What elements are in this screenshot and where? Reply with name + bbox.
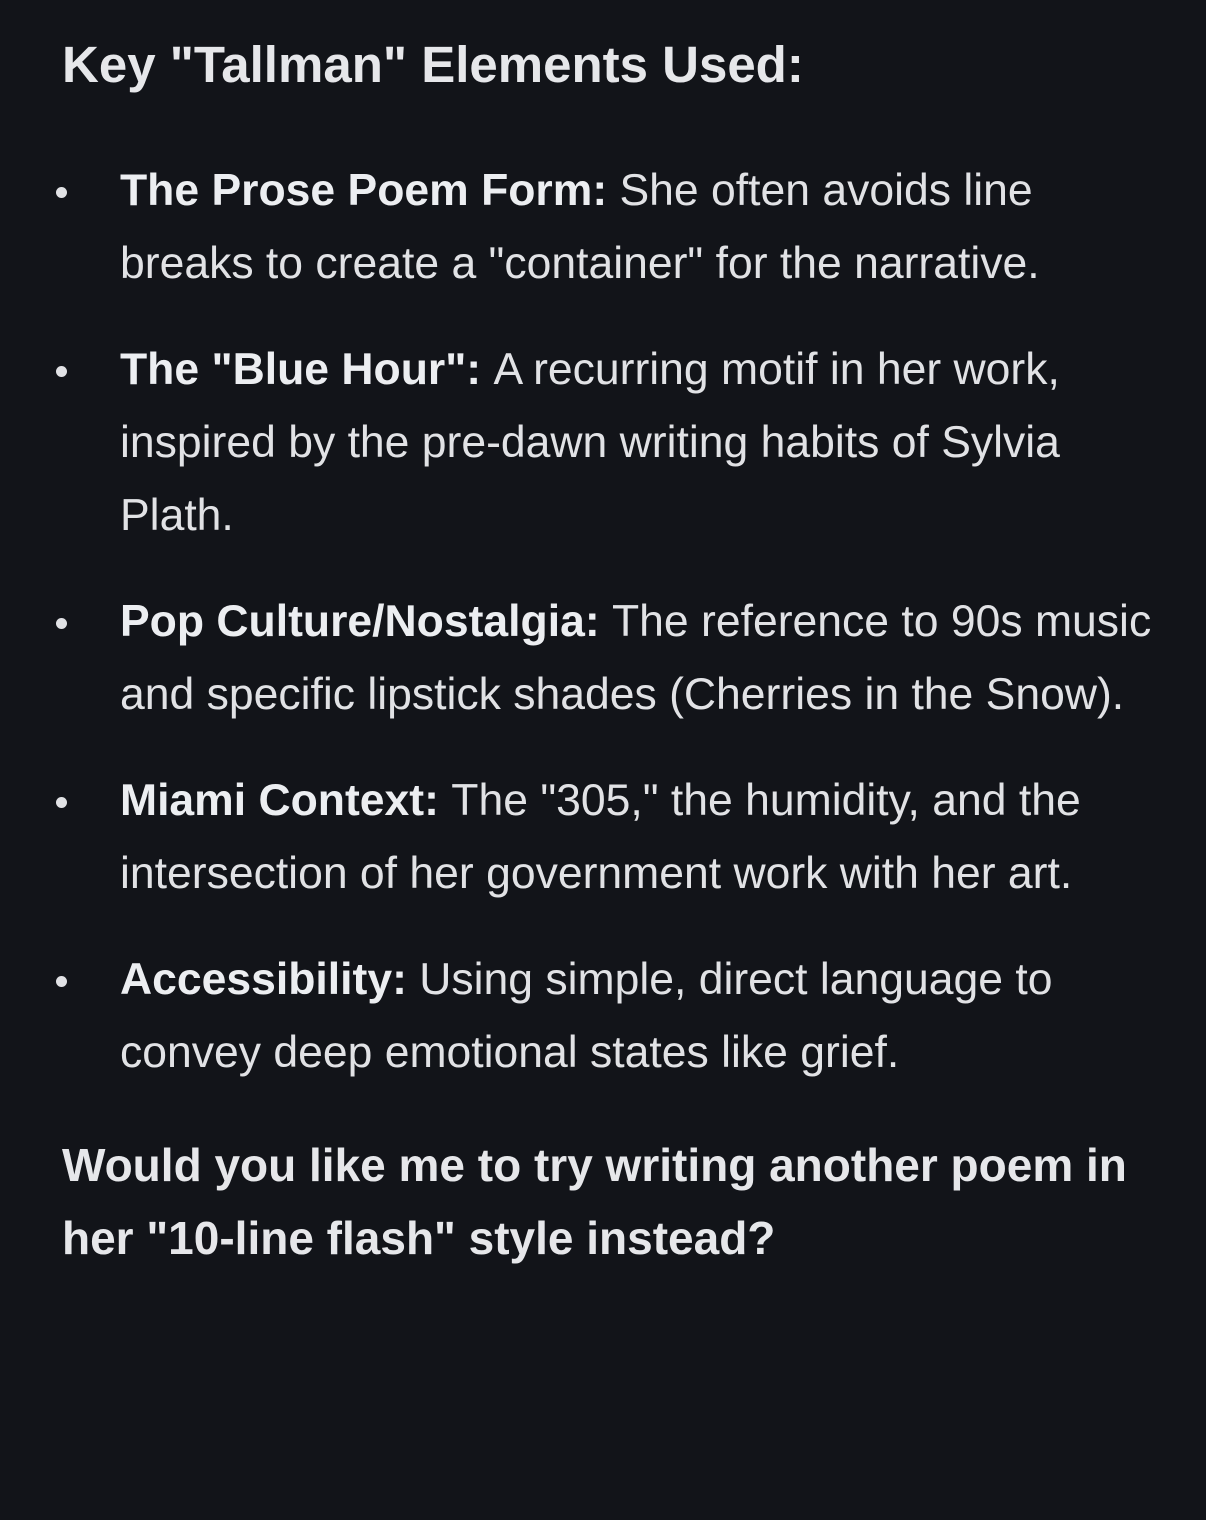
bullet-icon — [56, 187, 67, 198]
list-item-miami-context — [62, 764, 1162, 910]
bullet-icon — [56, 797, 67, 808]
list-item-prose-poem-form — [62, 154, 1162, 300]
closing-question: Would you like me to try writing another poem in her "10-line flash" style instead? — [62, 1139, 1127, 1264]
bullet-icon — [56, 366, 67, 377]
bullet-icon — [56, 618, 67, 629]
list-item-blue-hour — [62, 333, 1162, 552]
section-heading: Key "Tallman" Elements Used: — [62, 36, 804, 93]
list-item-term: Pop Culture/Nostalgia: — [120, 597, 612, 646]
list-item-accessibility — [62, 943, 1162, 1089]
list-item-text: Using simple, direct language to convey deep emotional states like grief. — [120, 955, 1053, 1077]
list-item-text: She often avoids line breaks to create a "container" for the narrative. — [120, 166, 1040, 288]
list-item-text: A recurring motif in her work, inspired by the pre-dawn writing habits of Sylvia Plath. — [120, 345, 1060, 540]
bullet-icon — [56, 976, 67, 987]
list-item-term: The "Blue Hour": — [120, 345, 494, 394]
list-item-term: Miami Context: — [120, 776, 452, 825]
list-item-term: Accessibility: — [120, 955, 420, 1004]
list-item-text: The "305," the humidity, and the intersection of her government work with her art. — [120, 776, 1081, 898]
list-item-term: The Prose Poem Form: — [120, 166, 620, 215]
elements-list — [62, 154, 1162, 1089]
list-item-pop-culture — [62, 585, 1162, 731]
list-item-text: The reference to 90s music and specific lipstick shades (Cherries in the Snow). — [120, 597, 1152, 719]
response-content — [62, 30, 1162, 1321]
